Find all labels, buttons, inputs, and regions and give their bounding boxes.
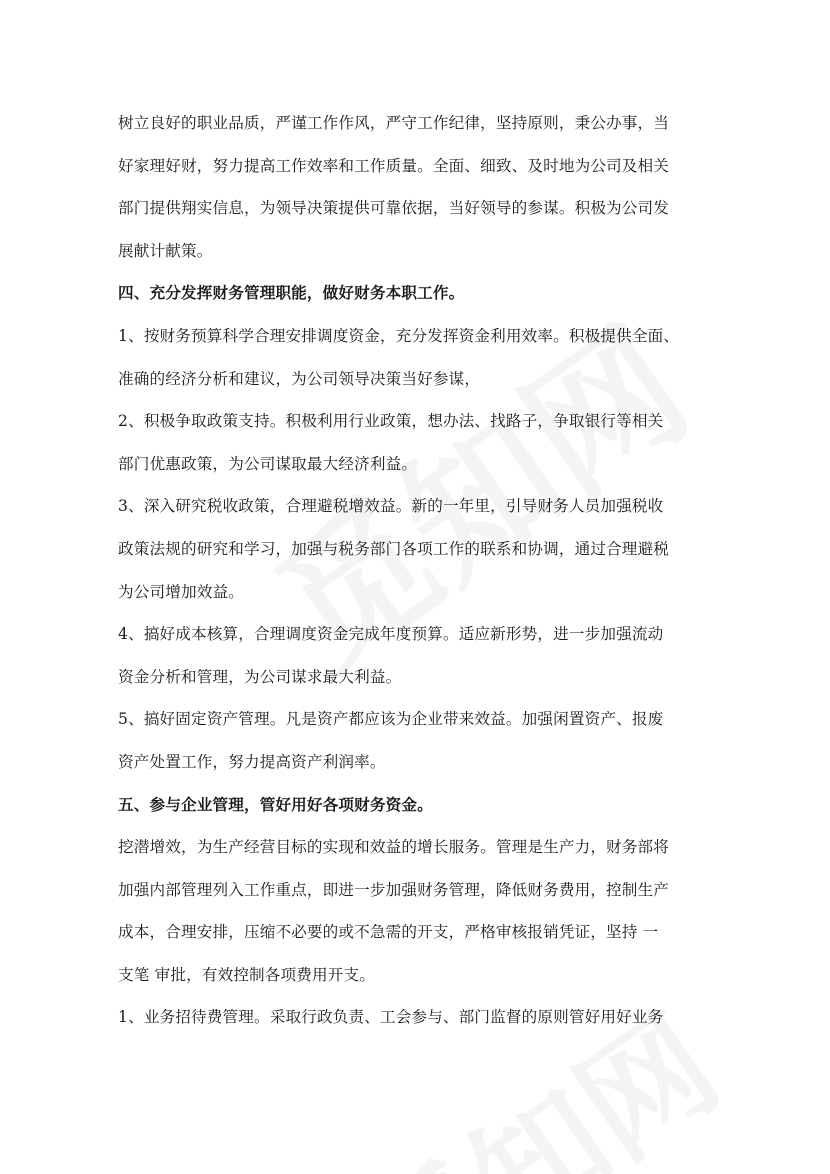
paragraph-line: 成本，合理安排，压缩不必要的或不急需的开支，严格审核报销凭证，坚持 一 [118,923,659,942]
paragraph-line: 1、按财务预算科学合理安排调度资金，充分发挥资金利用效率。积极提供全面、 [118,326,680,345]
paragraph-line: 好家理好财，努力提高工作效率和工作质量。全面、细致、及时地为公司及相关 [118,156,670,175]
paragraph-line: 展献计献策。 [118,241,213,260]
paragraph-line: 支笔 审批，有效控制各项费用开支。 [118,965,376,984]
paragraph-line: 树立良好的职业品质，严谨工作作风，严守工作纪律，坚持原则，秉公办事，当 [118,114,670,132]
paragraph-line: 资金分析和管理，为公司谋求最大利益。 [118,667,402,686]
paragraph-line: 挖潜增效，为生产经营目标的实现和效益的增长服务。管理是生产力，财务部将 [118,838,670,857]
paragraph-line: 加强内部管理列入工作重点，即进一步加强财务管理，降低财务费用，控制生产 [118,880,670,899]
paragraph-line: 部门提供翔实信息，为领导决策提供可靠依据，当好领导的参谋。积极为公司发 [118,199,670,218]
section-heading: 四、充分发挥财务管理职能，做好财务本职工作。 [118,283,465,303]
paragraph-line: 准确的经济分析和建议，为公司领导决策当好参谋， [118,369,481,388]
paragraph-line: 政策法规的研究和学习，加强与税务部门各项工作的联系和协调，通过合理避税 [118,539,670,558]
paragraph-line: 资产处置工作，努力提高资产利润率。 [118,752,386,771]
section-heading: 五、参与企业管理，管好用好各项财务资金。 [118,794,433,814]
paragraph-line: 5、搞好固定资产管理。凡是资产都应该为企业带来效益。加强闲置资产、报废 [118,710,664,729]
paragraph-line: 部门优惠政策，为公司谋取最大经济利益。 [118,454,418,473]
paragraph-line: 4、搞好成本核算，合理调度资金完成年度预算。适应新形势，进一步加强流动 [118,625,664,644]
paragraph-line: 2、积极争取政策支持。积极利用行业政策，想办法、找路子，争取银行等相关 [118,412,664,431]
document-body [118,102,718,1039]
paragraph-line: 为公司增加效益。 [118,582,244,601]
paragraph-line: 3、深入研究税收政策，合理避税增效益。新的一年里，引导财务人员加强税收 [118,497,664,516]
paragraph-line: 1、业务招待费管理。采取行政负责、工会参与、部门监督的原则管好用好业务 [118,1008,664,1027]
